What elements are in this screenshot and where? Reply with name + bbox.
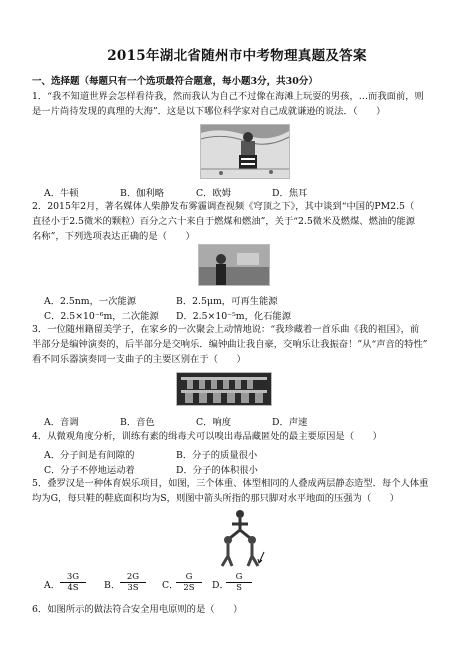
q1-option-c: C．欧姆 xyxy=(196,188,232,199)
q5-line1: 5．叠罗汉是一种体育娱乐项目，如图，三个体重、体型相同的人叠成两层静态造型．每个人体重 xyxy=(32,478,429,489)
q1-line2: 是一片尚待发现的真理的大海”．这是以下哪位科学家对自己成就谦逊的说法．（ ） xyxy=(32,106,386,117)
q2-option-b: B．2.5μm，可再生能源 xyxy=(176,296,278,307)
q5-option-b-numerator: 2G xyxy=(120,572,146,583)
q4-option-b: B．分子的质量很小 xyxy=(176,450,258,461)
q5-option-d-denominator: S xyxy=(236,583,242,593)
q5-option-d-fraction xyxy=(226,572,252,593)
q5-option-c-numerator: G xyxy=(176,572,202,583)
q5-figure-human-pyramid xyxy=(210,508,270,568)
q5-option-b-label: B． xyxy=(104,580,121,591)
q5-option-c-denominator: 2S xyxy=(183,583,195,593)
q3-option-d: D．声速 xyxy=(272,417,308,428)
q1-option-d: D．焦耳 xyxy=(272,188,308,199)
q1-option-b: B．伽利略 xyxy=(120,188,165,199)
q3-line3: 看不同乐器演奏同一支曲子的主要区别在于（ ） xyxy=(32,354,246,365)
q5-option-c-label: C． xyxy=(162,580,179,591)
q1-line1: 1．“我不知道世界会怎样看待我，然而我认为自己不过像在海滩上玩耍的男孩，…而我面前，则 xyxy=(32,91,424,102)
q2-figure-presenter xyxy=(198,244,270,286)
q3-option-a: A．音调 xyxy=(44,417,79,428)
q2-line3: 名称”，下列选项表达正确的是（ ） xyxy=(32,231,195,242)
q5-option-d-label: D． xyxy=(212,580,229,591)
q5-line2: 均为G，每只鞋的鞋底面积均为S，则图中箭头所指的那只脚对水平地面的压强为（ ） xyxy=(32,493,400,504)
q5-option-c-fraction xyxy=(176,572,202,593)
q5-option-b-fraction xyxy=(120,572,146,593)
q4-option-d: D．分子的体积很小 xyxy=(176,465,258,476)
q5-option-a-label: A． xyxy=(44,580,61,591)
q2-line1: 2．2015年2月，著名媒体人柴静发布雾霾调查视频《穹顶之下》，其中谈到“中国的PM2.5（ xyxy=(32,201,415,212)
q3-option-c: C．响度 xyxy=(196,417,232,428)
q4-option-a: A．分子间是有间隙的 xyxy=(44,450,135,461)
q1-option-a: A．牛顿 xyxy=(44,188,79,199)
q5-option-b-denominator: 3S xyxy=(127,583,139,593)
page-title: 2015年湖北省随州市中考物理真题及答案 xyxy=(107,48,367,64)
q6-line1: 6．如图所示的做法符合安全用电原则的是（ ） xyxy=(32,604,243,615)
q2-option-c: C．2.5×10⁻⁶m，二次能源 xyxy=(44,311,159,322)
q3-line1: 3．一位随州籍留美学子，在家乡的一次聚会上动情地说：“我珍藏着一首乐曲《我的祖国》，前 xyxy=(32,324,420,335)
q2-line2: 直径小于2.5微米的颗粒）百分之六十来自于燃煤和燃油”，关于“2.5微米及燃煤、燃油的能源 xyxy=(32,216,416,227)
q4-option-c: C．分子不停地运动着 xyxy=(44,465,135,476)
q5-option-a-denominator: 4S xyxy=(67,583,79,593)
q1-figure-boy-on-beach xyxy=(200,124,290,179)
q3-figure-bianzhong-bells xyxy=(176,372,272,406)
q3-option-b: B．音色 xyxy=(120,417,155,428)
q3-line2: 半部分是编钟演奏的，后半部分是交响乐．编钟曲让我自豪，交响乐让我振奋！”从“声音的特性” xyxy=(32,339,428,350)
q4-line1: 4．从微观角度分析，训练有素的缉毒犬可以嗅出毒品藏匿处的最主要原因是（ ） xyxy=(32,431,382,442)
q2-option-a: A．2.5nm，一次能源 xyxy=(44,296,137,307)
q5-option-d-numerator: G xyxy=(226,572,252,583)
q5-option-a-numerator: 3G xyxy=(60,572,86,583)
q5-option-a-fraction xyxy=(60,572,86,593)
q2-option-d: D．2.5×10⁻⁵m，化石能源 xyxy=(176,311,292,322)
section-heading: 一、选择题（每题只有一个选项最符合题意，每小题3分，共30分） xyxy=(32,76,318,87)
